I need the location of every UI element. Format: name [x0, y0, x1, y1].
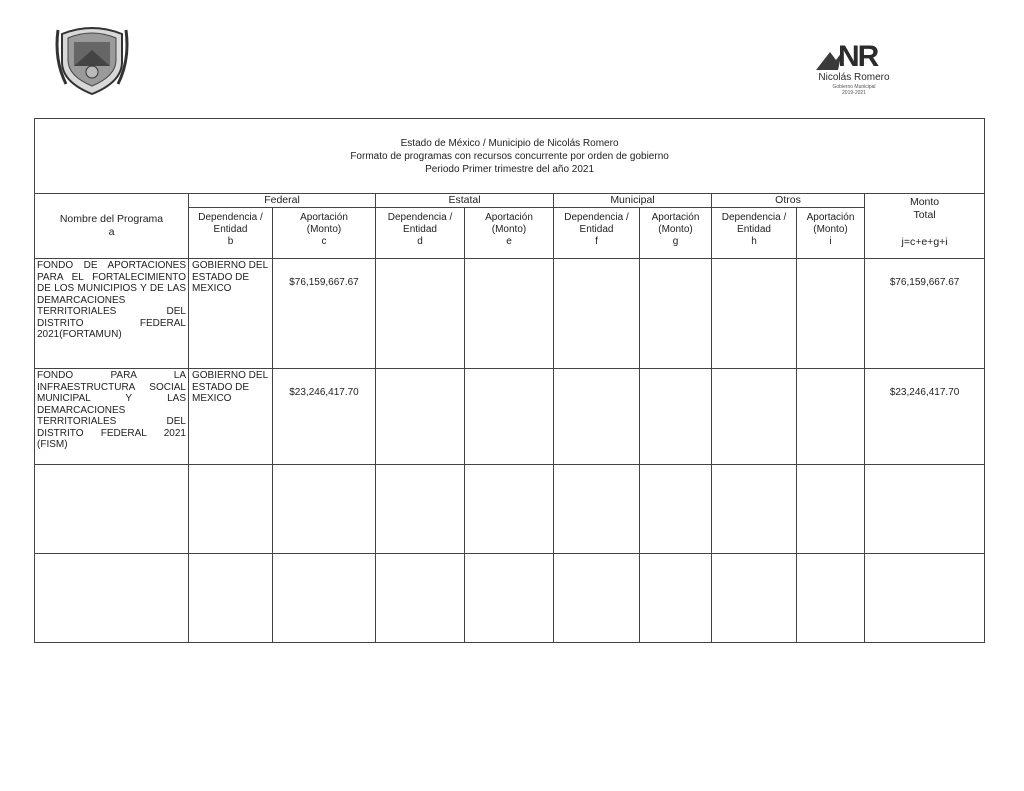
empty-cell [865, 465, 985, 554]
programs-table [34, 118, 985, 643]
empty-cell [797, 259, 865, 369]
otros-dep-header: Dependencia / Entidad h [712, 208, 797, 259]
header-line-1: Estado de México / Municipio de Nicolás Romero [400, 137, 619, 149]
empty-cell [273, 554, 376, 643]
empty-cell [273, 465, 376, 554]
empty-cell [712, 465, 797, 554]
empty-cell [797, 465, 865, 554]
empty-cell [376, 369, 465, 465]
empty-cell [797, 369, 865, 465]
empty-cell [189, 465, 273, 554]
empty-cell [35, 465, 189, 554]
group-municipal: Municipal [554, 194, 712, 208]
program-name-cell: FONDO DE APORTACIONES PARA EL FORTALECIMIENTO DE LOS MUNICIPIOS Y DE LAS DEMARCACIONES TERRITORIALES DEL DISTRITO FEDERAL 2021(FORTAMUN) [35, 259, 189, 369]
total-amount-cell: $76,159,667.67 [865, 259, 985, 369]
federal-amount-cell: $76,159,667.67 [273, 259, 376, 369]
empty-cell [376, 554, 465, 643]
program-name-cell: FONDO PARA LA INFRAESTRUCTURA SOCIAL MUNICIPAL Y LAS DEMARCACIONES TERRITORIALES DEL DISTRITO FEDERAL 2021 (FISM) [35, 369, 189, 465]
table-row [35, 259, 985, 369]
empty-cell [465, 259, 554, 369]
group-estatal: Estatal [376, 194, 554, 208]
empty-cell [640, 554, 712, 643]
nr-logo-name: Nicolás Romero [818, 72, 890, 83]
group-federal: Federal [189, 194, 376, 208]
municipal-dep-header: Dependencia / Entidad f [554, 208, 640, 259]
empty-cell [376, 259, 465, 369]
federal-dep-header: Dependencia / Entidad b [189, 208, 273, 259]
empty-cell [465, 465, 554, 554]
estatal-apo-header: Aportación (Monto) e [465, 208, 554, 259]
group-otros: Otros [712, 194, 865, 208]
estatal-dep-header: Dependencia / Entidad d [376, 208, 465, 259]
table-row [35, 554, 985, 643]
report-header [35, 119, 985, 194]
federal-amount-cell: $23,246,417.70 [273, 369, 376, 465]
empty-cell [554, 369, 640, 465]
empty-cell [465, 369, 554, 465]
empty-cell [554, 554, 640, 643]
municipal-apo-header: Aportación (Monto) g [640, 208, 712, 259]
nr-logo-subtitle: Gobierno Municipal 2019-2021 [832, 84, 876, 96]
empty-cell [712, 259, 797, 369]
table-row [35, 369, 985, 465]
header-line-2: Formato de programas con recursos concurrente por orden de gobierno [350, 150, 669, 162]
federal-dependency-cell: GOBIERNO DEL ESTADO DE MEXICO [189, 259, 273, 369]
federal-dependency-cell: GOBIERNO DEL ESTADO DE MEXICO [189, 369, 273, 465]
table-row [35, 465, 985, 554]
empty-cell [554, 259, 640, 369]
empty-cell [797, 554, 865, 643]
empty-cell [640, 465, 712, 554]
empty-cell [554, 465, 640, 554]
federal-apo-header: Aportación (Monto) c [273, 208, 376, 259]
empty-cell [189, 554, 273, 643]
empty-cell [865, 554, 985, 643]
empty-cell [465, 554, 554, 643]
total-column-header: Monto Total j=c+e+g+i [865, 194, 985, 259]
empty-cell [640, 369, 712, 465]
nr-logo-letters: NR [838, 40, 878, 73]
empty-cell [35, 554, 189, 643]
empty-cell [376, 465, 465, 554]
program-column-header: Nombre del Programa a [35, 194, 189, 259]
header-line-3: Periodo Primer trimestre del año 2021 [425, 163, 595, 175]
empty-cell [640, 259, 712, 369]
otros-apo-header: Aportación (Monto) i [797, 208, 865, 259]
empty-cell [712, 369, 797, 465]
total-amount-cell: $23,246,417.70 [865, 369, 985, 465]
empty-cell [712, 554, 797, 643]
municipal-seal-logo [52, 20, 132, 98]
